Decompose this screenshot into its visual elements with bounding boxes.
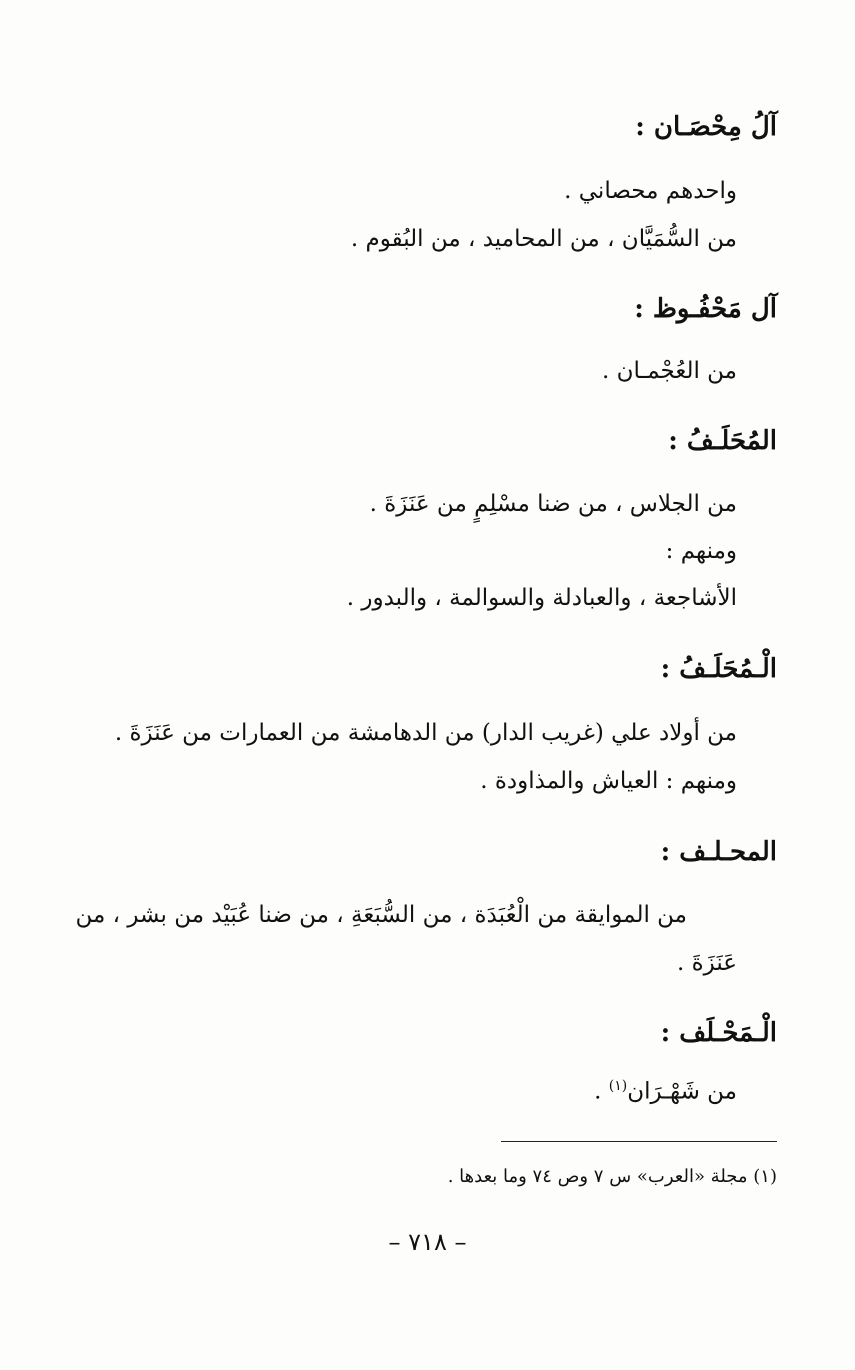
entry-line: ومنهم : العياش والمذاودة . [480,768,737,794]
page-number: – ٧١٨ – [388,1228,467,1256]
entry-line: من العُجْمـان . [601,358,737,384]
entry-line: الأشاجعة ، والعبادلة والسوالمة ، والبدور . [346,585,737,611]
entry-line: من أولاد علي (غريب الدار) من الدهامشة من العمارات من عَنَزَةَ . [114,720,737,746]
entry-line: واحدهم محصاني . [564,178,737,204]
entry-heading: الْـمَحْـلَف : [660,1018,777,1048]
entry-line: ومنهم : [665,538,737,564]
entry-heading: الْـمُحَلَـفُ : [660,654,777,684]
entry-line-end: . [594,1078,609,1105]
footnote-reference: (١) [608,1078,628,1094]
entry-line: من الموايقة من الْعُبَدَة ، من السُّبَعَةِ ، من ضنا عُبَيْد من بشر ، من [75,902,687,928]
entry-line: عَنَزَةَ . [676,950,737,976]
footnote-divider [501,1141,777,1142]
entry-line [594,1078,737,1105]
entry-heading: آلُ مِحْصَـان : [635,112,777,142]
entry-heading: المحـلـف : [660,837,777,867]
footnote: (١) مجلة «العرب» س ٧ وص ٧٤ وما بعدها . [447,1166,777,1187]
entry-line: من الجلاس ، من ضنا مسْلِمٍ من عَنَزَةَ . [369,491,737,517]
entry-line-text: من شَهْـرَان [627,1078,737,1105]
entry-heading: آل مَحْفُـوظ : [634,294,777,324]
entry-heading: المُحَلَـفُ : [668,426,777,456]
entry-line: من السُّمَيَّان ، من المحاميد ، من البُقوم . [350,226,737,252]
